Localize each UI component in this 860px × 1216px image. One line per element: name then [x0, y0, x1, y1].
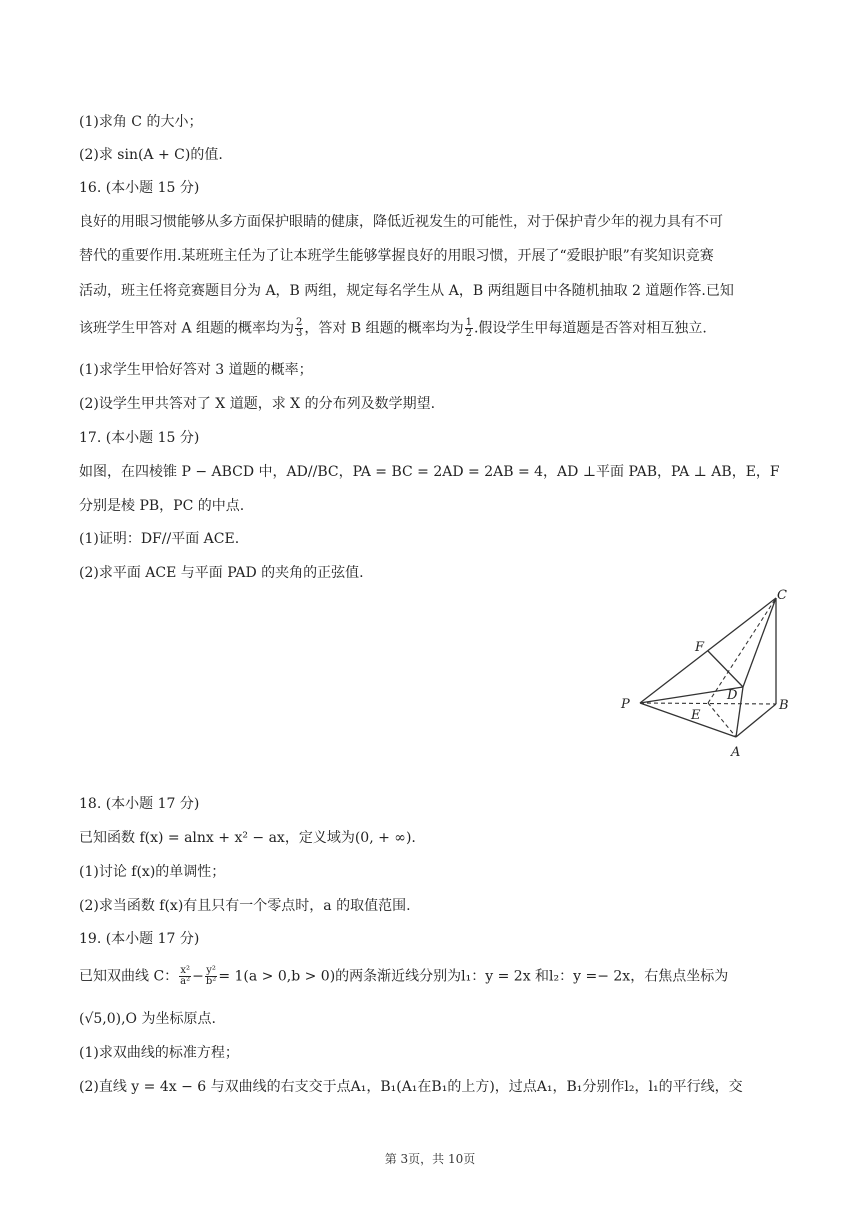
q19-line1 [79, 966, 728, 987]
fraction-two-thirds: $\frac{2}{3}$ [296, 317, 303, 339]
q17-part2: (2)求平面 ACE 与平面 PAD 的夹角的正弦值. [79, 565, 364, 581]
label-c: C [777, 588, 787, 603]
q16-line4-b: ，答对 B 组题的概率均为 [304, 320, 464, 337]
q17-line2: 分别是棱 PB，PC 的中点. [79, 498, 245, 514]
q16-line2: 替代的重要作用.某班班主任为了让本班学生能够掌握良好的用眼习惯，开展了“爱眼护眼”有奖知识竞赛 [79, 248, 714, 264]
label-f: F [695, 640, 705, 655]
q18-part1: (1)讨论 f(x)的单调性； [79, 864, 226, 880]
q16-line1: 良好的用眼习惯能够从多方面保护眼睛的健康，降低近视发生的可能性，对于保护青少年的视力具有不可 [79, 214, 723, 230]
page-footer: 第 3页，共 10页 [384, 1152, 476, 1166]
q15-part1: (1)求角 C 的大小； [79, 114, 203, 130]
label-a: A [731, 745, 741, 760]
q16-line3: 活动，班主任将竞赛题目分为 A，B 两组，规定每名学生从 A，B 两组题目中各随机抽取 2 道题作答.已知 [79, 283, 734, 299]
fraction-y2-b2: $\frac{\text{y²}}{\text{b²}}$ [205, 965, 217, 987]
q16-part2: (2)设学生甲共答对了 X 道题，求 X 的分布列及数学期望. [79, 396, 436, 412]
minus-sign: − [192, 968, 204, 985]
q19-line1-b: = 1(a > 0,b > 0)的两条渐近线分别为l₁：y = 2x 和l₂：y =− 2x，右焦点坐标为 [218, 968, 729, 985]
q18-line1: 已知函数 f(x) = alnx + x² − ax，定义域为(0, + ∞). [79, 830, 416, 846]
q16-line4-c: .假设学生甲每道题是否答对相互独立. [473, 320, 707, 337]
pyramid-figure [615, 585, 795, 765]
label-b: B [779, 698, 789, 713]
q16-line4-a: 该班学生甲答对 A 组题的概率均为 [79, 320, 295, 337]
edge-pc [640, 598, 776, 703]
q19-line1-a: 已知双曲线 C： [79, 968, 179, 985]
q17-part1: (1)证明：DF//平面 ACE. [79, 531, 240, 547]
q16-header: 16. (本小题 15 分) [79, 180, 200, 196]
q18-part2: (2)求当函数 f(x)有且只有一个零点时，a 的取值范围. [79, 898, 411, 914]
q19-line2: (√5,0),O 为坐标原点. [79, 1011, 216, 1027]
q18-header: 18. (本小题 17 分) [79, 796, 200, 812]
q15-part2: (2)求 sin(A + C)的值. [79, 147, 223, 163]
q19-part2: (2)直线 y = 4x − 6 与双曲线的右支交于点A₁，B₁(A₁在B₁的上方)，过点A₁，B₁分别作l₂，l₁的平行线，交 [79, 1079, 743, 1095]
q17-header: 17. (本小题 15 分) [79, 430, 200, 446]
q19-part1: (1)求双曲线的标准方程； [79, 1045, 239, 1061]
label-e: E [691, 708, 701, 723]
edge-ab [736, 704, 776, 737]
fraction-x2-a2: $\frac{\text{x²}}{\text{a²}}$ [180, 965, 191, 987]
q17-line1: 如图，在四棱锥 P − ABCD 中，AD//BC，PA = BC = 2AD = 2AB = 4，AD ⊥平面 PAB，PA ⊥ AB，E，F [79, 464, 780, 480]
label-p: P [621, 697, 630, 712]
q19-header: 19. (本小题 17 分) [79, 931, 200, 947]
fraction-one-half: $\frac{1}{2}$ [465, 317, 472, 339]
q16-part1: (1)求学生甲恰好答对 3 道题的概率； [79, 362, 313, 378]
q16-line4 [79, 318, 707, 339]
label-d: D [727, 688, 738, 703]
segment-fd [708, 651, 743, 687]
